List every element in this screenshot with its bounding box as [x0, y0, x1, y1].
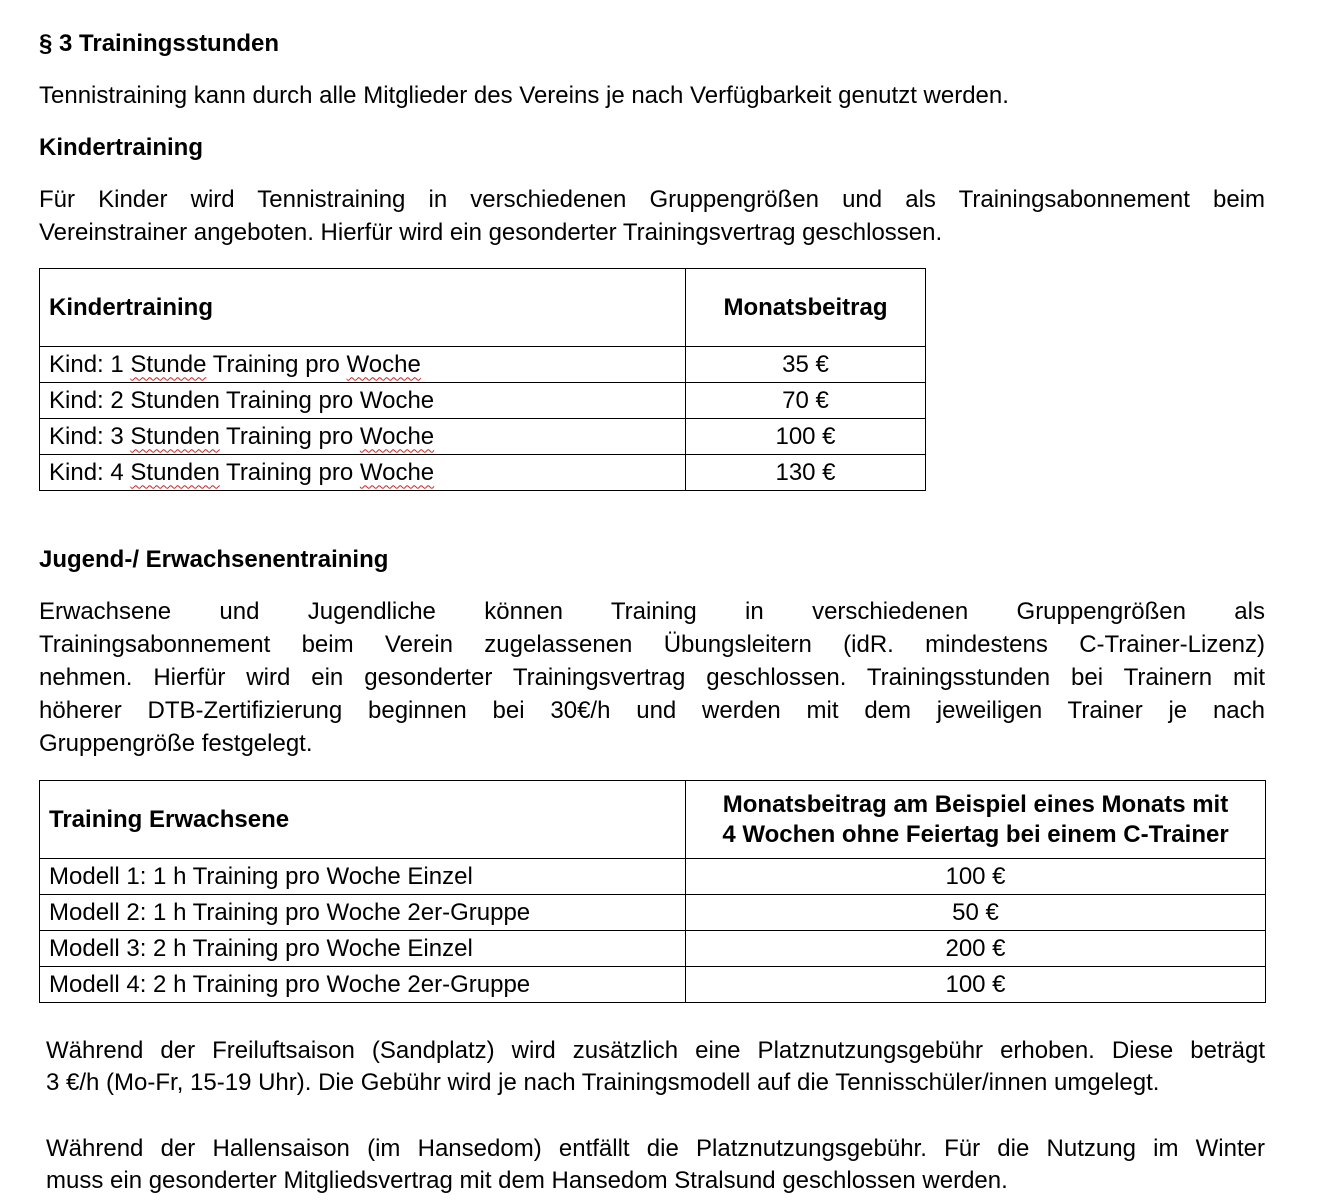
adults-row-price: 200 € [686, 931, 1266, 967]
kids-row-label: Kind: 2 Stunden Training pro Woche [40, 383, 686, 419]
table-row [40, 383, 926, 419]
kids-row-price: 130 € [686, 455, 926, 491]
kids-row-price: 35 € [686, 347, 926, 383]
adults-table-col2-header-line2: 4 Wochen ohne Feiertag bei einem C-Trainer [722, 820, 1229, 848]
adults-row-label: Modell 4: 2 h Training pro Woche 2er-Gruppe [40, 967, 686, 1003]
table-row [40, 931, 1266, 967]
kids-row-price: 70 € [686, 383, 926, 419]
adults-paragraph-line-3: nehmen. Hierfür wird ein gesonderter Trainingsvertrag geschlossen. Trainingsstunden bei Trainern mit [39, 664, 1265, 691]
kids-paragraph [39, 183, 1265, 249]
table-row [40, 419, 926, 455]
table-row [40, 895, 1266, 931]
outdoor-season-note [46, 1035, 1265, 1099]
kids-row-label: Kind: 4 Stunden Training pro Woche [40, 455, 686, 491]
adults-paragraph-line-1: Erwachsene und Jugendliche können Training in verschiedenen Gruppengrößen als [39, 598, 1265, 625]
kids-row-price: 100 € [686, 419, 926, 455]
adults-row-price: 50 € [686, 895, 1266, 931]
kids-heading: Kindertraining [39, 134, 204, 161]
adults-paragraph-line-2: Trainingsabonnement beim Verein zugelassenen Übungsleitern (idR. mindestens C-Trainer-Lizenz) [39, 631, 1265, 658]
adults-row-price: 100 € [686, 859, 1266, 895]
kids-table-col1-header: Kindertraining [40, 269, 686, 347]
table-row [40, 859, 1266, 895]
kids-price-table [39, 268, 926, 491]
kids-row-label: Kind: 3 Stunden Training pro Woche [40, 419, 686, 455]
adults-row-label: Modell 1: 1 h Training pro Woche Einzel [40, 859, 686, 895]
intro-paragraph: Tennistraining kann durch alle Mitglieder des Vereins je nach Verfügbarkeit genutzt werden. [39, 82, 1009, 109]
adults-table-col1-header: Training Erwachsene [40, 781, 686, 859]
outdoor-note-line-2: 3 €/h (Mo-Fr, 15-19 Uhr). Die Gebühr wird je nach Trainingsmodell auf die Tennisschüler/innen umgelegt. [46, 1069, 1160, 1096]
indoor-note-line-1: Während der Hallensaison (im Hansedom) entfällt die Platznutzungsgebühr. Für die Nutzung im Winter [46, 1135, 1265, 1162]
kids-row-label: Kind: 1 Stunde Training pro Woche [40, 347, 686, 383]
adults-table-header-row [40, 781, 1266, 859]
table-row [40, 347, 926, 383]
adults-heading: Jugend-/ Erwachsenentraining [39, 546, 389, 573]
adults-paragraph-line-4: höherer DTB-Zertifizierung beginnen bei 30€/h und werden mit dem jeweiligen Trainer je nach [39, 697, 1265, 724]
section-heading: § 3 Trainingsstunden [39, 30, 280, 57]
kids-table-col2-header: Monatsbeitrag [686, 269, 926, 347]
table-row [40, 455, 926, 491]
kids-table-header-row [40, 269, 926, 347]
kids-paragraph-line-2: Vereinstrainer angeboten. Hierfür wird ein gesonderter Trainingsvertrag geschlossen. [39, 219, 943, 246]
adults-price-table [39, 780, 1266, 1003]
adults-table-col2-header [686, 781, 1266, 859]
indoor-note-line-2: muss ein gesonderter Mitgliedsvertrag mit dem Hansedom Stralsund geschlossen werden. [46, 1167, 1008, 1194]
table-row [40, 967, 1266, 1003]
adults-row-label: Modell 3: 2 h Training pro Woche Einzel [40, 931, 686, 967]
adults-row-price: 100 € [686, 967, 1266, 1003]
indoor-season-note [46, 1133, 1265, 1197]
adults-paragraph-line-5: Gruppengröße festgelegt. [39, 730, 313, 757]
outdoor-note-line-1: Während der Freiluftsaison (Sandplatz) wird zusätzlich eine Platznutzungsgebühr erhoben. Diese beträgt [46, 1037, 1265, 1064]
adults-row-label: Modell 2: 1 h Training pro Woche 2er-Gruppe [40, 895, 686, 931]
adults-table-col2-header-line1: Monatsbeitrag am Beispiel eines Monats mit [722, 790, 1229, 818]
kids-paragraph-line-1: Für Kinder wird Tennistraining in verschiedenen Gruppengrößen und als Trainingsabonnement beim [39, 186, 1265, 213]
adults-paragraph [39, 595, 1265, 760]
